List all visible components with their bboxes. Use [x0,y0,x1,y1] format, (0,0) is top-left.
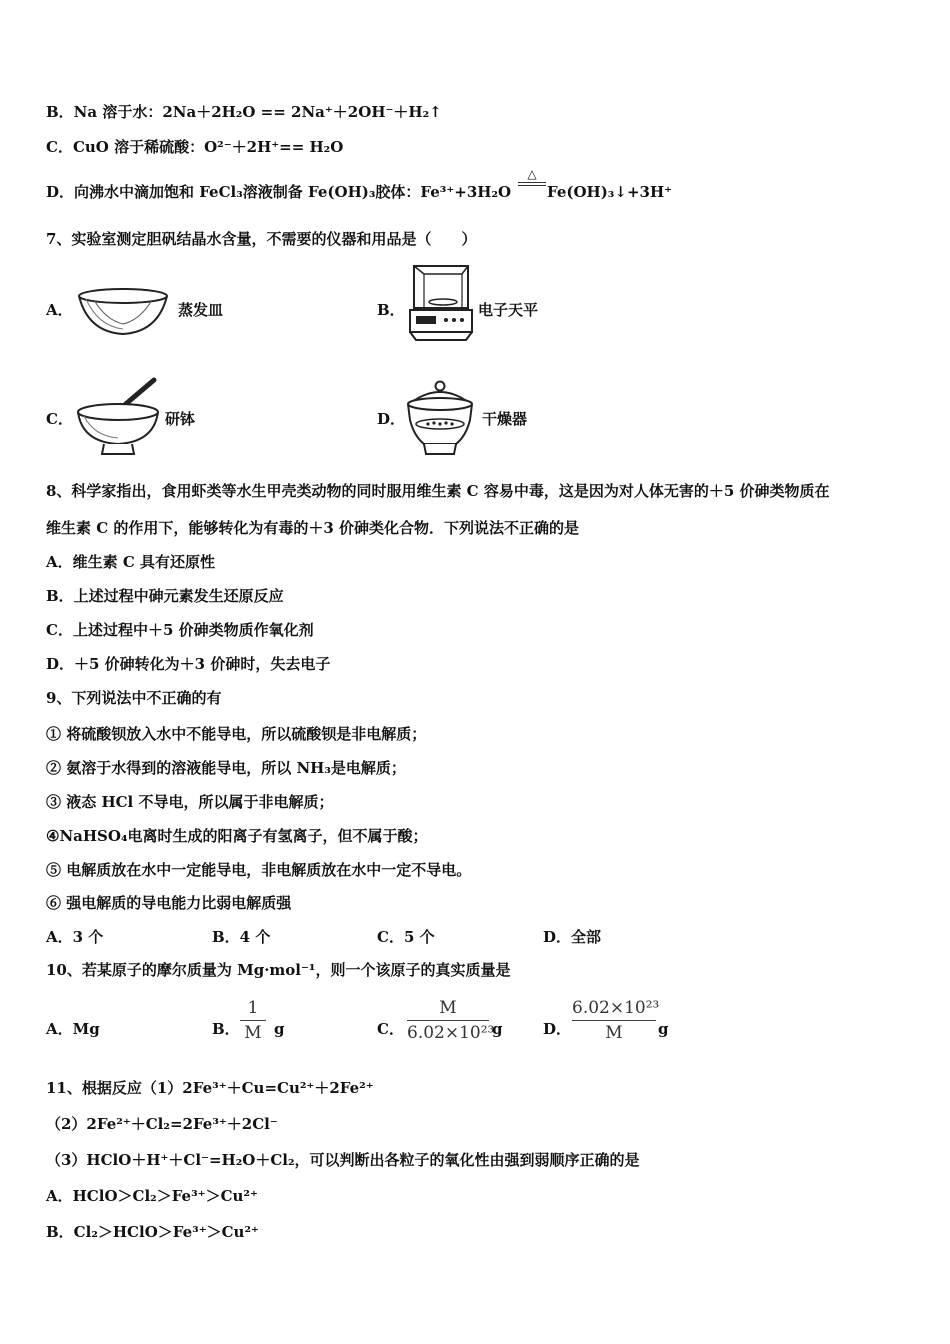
q6-option-c: C．CuO 溶于稀硫酸：O²⁻＋2H⁺== H₂O [46,138,344,156]
q10-option-c-fraction [407,998,495,1043]
q7-option-d-letter: D． [377,410,406,428]
fraction-denominator: 6.02×10²³ [407,1023,495,1043]
q9-option-c: C．5 个 [377,928,435,946]
condition-line-1 [518,182,546,183]
q11-option-a: A．HClO＞Cl₂＞Fe³⁺＞Cu²⁺ [46,1187,258,1205]
q10-option-b-fraction [240,998,266,1043]
q10-stem: 10、若某原子的摩尔质量为 Mg·mol⁻¹，则一个该原子的真实质量是 [46,961,511,979]
q6-option-d-lhs: D．向沸水中滴加饱和 FeCl₃溶液制备 Fe(OH)₃胶体：Fe³⁺+3H₂O [46,183,512,201]
q6-option-d [46,182,511,202]
electronic-balance-icon [406,262,476,342]
q10-option-c-unit: g [492,1020,503,1038]
q10-option-b-unit: g [274,1020,285,1038]
fraction-numerator: 1 [247,998,259,1018]
fraction-bar [572,1020,656,1021]
q10-option-a: A．Mg [46,1020,100,1038]
q7-stem: 7、实验室测定胆矾结晶水含量，不需要的仪器和用品是（ ） [46,230,477,248]
q8-option-b: B．上述过程中砷元素发生还原反应 [46,587,284,605]
q10-option-d-unit: g [658,1020,669,1038]
q9-option-a: A．3 个 [46,928,104,946]
q7-option-a-label: 蒸发皿 [178,301,224,319]
mortar-and-pestle-icon [74,376,162,458]
q7-option-b-letter: B． [377,301,405,319]
q9-item-2: ② 氨溶于水得到的溶液能导电，所以 NH₃是电解质； [46,759,406,777]
q9-item-4: ④NaHSO₄电离时生成的阳离子有氢离子，但不属于酸； [46,827,428,845]
fraction-bar [240,1020,266,1021]
fraction-numerator: M [439,998,457,1018]
q7-option-b-label: 电子天平 [478,301,539,319]
q9-item-6: ⑥ 强电解质的导电能力比弱电解质强 [46,894,292,912]
q7-option-d-label: 干燥器 [482,410,528,428]
q9-item-1: ① 将硫酸钡放入水中不能导电，所以硫酸钡是非电解质； [46,725,427,743]
q10-option-d-letter: D． [543,1020,572,1038]
evaporating-dish-icon [76,286,170,338]
q6-option-b: B．Na 溶于水：2Na＋2H₂O == 2Na⁺＋2OH⁻＋H₂↑ [46,103,442,121]
q10-option-d-fraction [572,998,660,1043]
q10-option-c-letter: C． [377,1020,404,1038]
desiccator-icon [404,380,476,458]
q9-option-d: D．全部 [543,928,602,946]
fraction-numerator: 6.02×10²³ [572,998,660,1018]
q8-option-c: C．上述过程中＋5 价砷类物质作氧化剂 [46,621,314,639]
fraction-denominator: M [605,1023,623,1043]
q6-heat-condition [518,167,546,186]
fraction-denominator: M [244,1023,262,1043]
fraction-bar [407,1020,489,1021]
q7-option-a-letter: A． [46,301,73,319]
q11-option-b: B．Cl₂＞HClO＞Fe³⁺＞Cu²⁺ [46,1223,259,1241]
q9-item-5: ⑤ 电解质放在水中一定能导电，非电解质放在水中一定不导电。 [46,861,472,879]
q7-option-c-label: 研钵 [165,410,196,428]
q8-option-d: D．＋5 价砷转化为＋3 价砷时，失去电子 [46,655,331,673]
q9-item-3: ③ 液态 HCl 不导电，所以属于非电解质； [46,793,334,811]
q11-stem: 11、根据反应（1）2Fe³⁺＋Cu=Cu²⁺＋2Fe²⁺ [46,1079,374,1097]
q9-option-b: B．4 个 [212,928,271,946]
q6-option-d-rhs: Fe(OH)₃↓+3H⁺ [547,183,673,201]
q8-option-a: A．维生素 C 具有还原性 [46,553,216,571]
heat-symbol: △ [527,167,537,181]
q9-stem: 9、下列说法中不正确的有 [46,689,222,707]
q11-reaction-2: （2）2Fe²⁺＋Cl₂=2Fe³⁺＋2Cl⁻ [46,1115,278,1133]
q8-stem-line2: 维生素 C 的作用下，能够转化为有毒的＋3 价砷类化合物．下列说法不正确的是 [46,519,580,537]
q11-reaction-3: （3）HClO＋H⁺＋Cl⁻=H₂O＋Cl₂，可以判断出各粒子的氧化性由强到弱顺序正确的是 [46,1151,640,1169]
condition-line-2 [518,185,546,186]
q10-option-b-letter: B． [212,1020,240,1038]
q7-option-c-letter: C． [46,410,73,428]
q8-stem-line1: 8、科学家指出，食用虾类等水生甲壳类动物的同时服用维生素 C 容易中毒，这是因为对人体无害的＋5 价砷类物质在 [46,482,830,500]
